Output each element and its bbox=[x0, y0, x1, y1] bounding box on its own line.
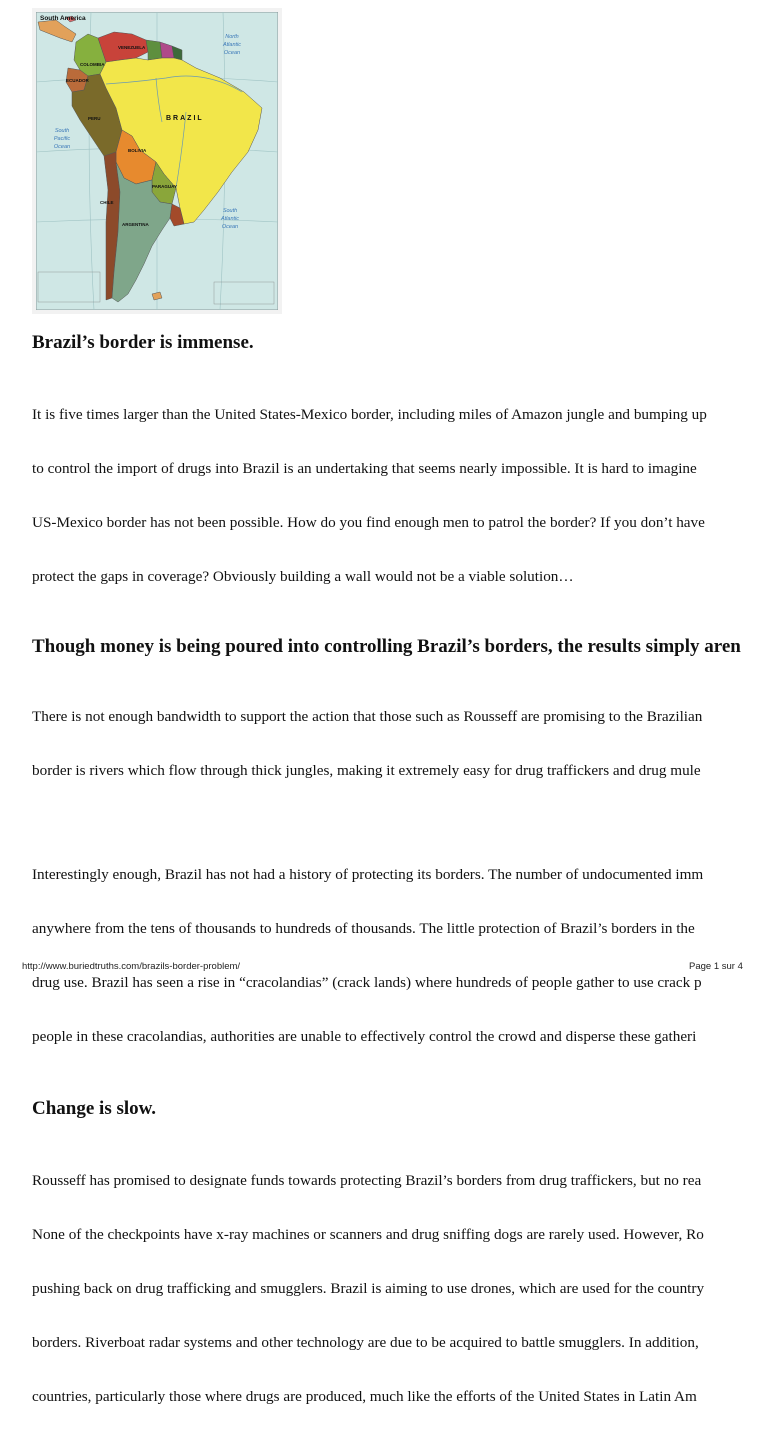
paragraph-3 bbox=[32, 830, 768, 1082]
paragraph-1 bbox=[32, 370, 768, 622]
south-america-map bbox=[36, 12, 278, 310]
paragraph-2 bbox=[32, 672, 768, 816]
paragraph-1-line: to control the import of drugs into Brazil is an undertaking that seems nearly impossible. It is hard to imagine bbox=[32, 460, 697, 477]
map-label-colombia: COLOMBIA bbox=[80, 62, 105, 67]
paragraph-4-line: borders. Riverboat radar systems and other technology are due to be acquired to battle smugglers. In addition, bbox=[32, 1334, 699, 1351]
south-america-map-image bbox=[32, 8, 282, 314]
map-ocean-south-atlantic-1: South bbox=[222, 208, 238, 214]
heading-border-immense: Brazil’s border is immense. bbox=[32, 332, 254, 353]
map-label-ecuador: ECUADOR bbox=[66, 78, 89, 83]
paragraph-3-line: anywhere from the tens of thousands to hundreds of thousands. The little protection of Brazil’s borders in the bbox=[32, 920, 695, 937]
paragraph-2-line: There is not enough bandwidth to support the action that those such as Rousseff are promising to the Brazilian bbox=[32, 708, 703, 725]
map-title: South America bbox=[40, 15, 86, 22]
heading-change-slow: Change is slow. bbox=[32, 1098, 157, 1119]
paragraph-4-line: pushing back on drug trafficking and smugglers. Brazil is aiming to use drones, which are used for the country bbox=[32, 1280, 705, 1297]
map-ocean-south-pacific-3: Ocean bbox=[53, 144, 71, 150]
map-ocean-south-pacific-2: Pacific bbox=[53, 136, 71, 142]
paragraph-1-line: It is five times larger than the United States-Mexico border, including miles of Amazon jungle and bumping up bbox=[32, 406, 707, 423]
map-ocean-south-atlantic-3: Ocean bbox=[221, 224, 239, 230]
map-label-paraguay: PARAGUAY bbox=[152, 184, 178, 189]
footer-page-number: Page 1 sur 4 bbox=[689, 961, 743, 972]
map-ocean-north-atlantic-1: North bbox=[225, 34, 239, 40]
map-ocean-south-atlantic-2: Atlantic bbox=[220, 216, 240, 222]
paragraph-2-line: border is rivers which flow through thick jungles, making it extremely easy for drug traffickers and drug mule bbox=[32, 762, 701, 779]
article-body bbox=[32, 332, 768, 1442]
map-label-brazil: BRAZIL bbox=[166, 115, 204, 122]
paragraph-4-line: countries, particularly those where drugs are produced, much like the efforts of the United States in Latin Am bbox=[32, 1388, 697, 1405]
map-label-bolivia: BOLIVIA bbox=[128, 148, 147, 153]
heading-money-poured: Though money is being poured into controlling Brazil’s borders, the results simply aren bbox=[32, 636, 741, 657]
map-label-argentina: ARGENTINA bbox=[122, 222, 149, 227]
map-label-venezuela: VENEZUELA bbox=[118, 45, 146, 50]
map-label-chile: CHILE bbox=[100, 200, 114, 205]
paragraph-3-line: people in these cracolandias, authorities are unable to effectively control the crowd and disperse these gatheri bbox=[32, 1028, 697, 1045]
footer-url: http://www.buriedtruths.com/brazils-border-problem/ bbox=[22, 961, 241, 972]
paragraph-1-line: US-Mexico border has not been possible. How do you find enough men to patrol the border? If you don’t have bbox=[32, 514, 705, 531]
map-ocean-north-atlantic-2: Atlantic bbox=[222, 42, 242, 48]
map-ocean-south-pacific-1: South bbox=[54, 128, 70, 134]
paragraph-4-line: None of the checkpoints have x-ray machines or scanners and drug sniffing dogs are rarely used. However, Ro bbox=[32, 1226, 704, 1243]
map-ocean-north-atlantic-3: Ocean bbox=[223, 50, 241, 56]
paragraph-3-line: drug use. Brazil has seen a rise in “cracolandias” (crack lands) where hundreds of people gather to use crack p bbox=[32, 974, 702, 991]
paragraph-1-line: protect the gaps in coverage? Obviously building a wall would not be a viable solution… bbox=[32, 568, 574, 585]
paragraph-4 bbox=[32, 1136, 768, 1442]
paragraph-3-line: Interestingly enough, Brazil has not had a history of protecting its borders. The number of undocumented imm bbox=[32, 866, 704, 883]
paragraph-4-line: Rousseff has promised to designate funds towards protecting Brazil’s borders from drug traffickers, but no rea bbox=[32, 1172, 702, 1189]
map-label-peru: PERU bbox=[88, 116, 101, 121]
